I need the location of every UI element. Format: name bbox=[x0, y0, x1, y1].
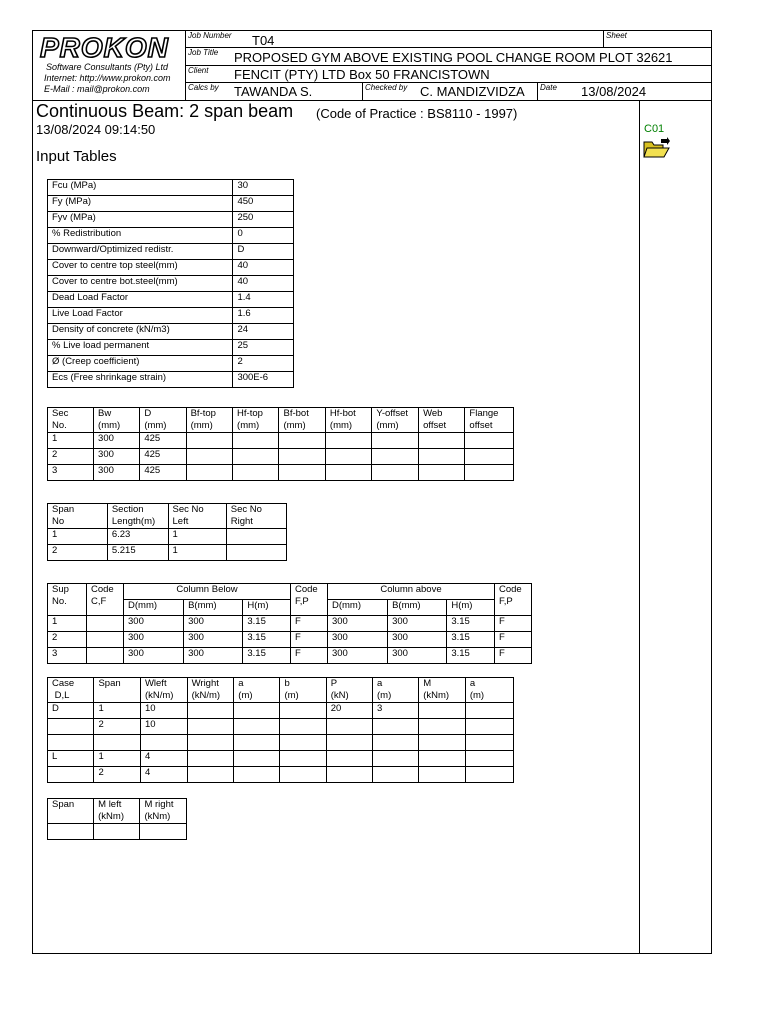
section-cell bbox=[325, 433, 371, 449]
section-header-cell: Y-offset (mm) bbox=[372, 408, 419, 433]
section-cell: 425 bbox=[140, 449, 186, 465]
support-cell: 3.15 bbox=[243, 632, 291, 648]
load-cell bbox=[465, 719, 513, 735]
section-cell: 300 bbox=[94, 449, 140, 465]
parameter-row bbox=[48, 340, 294, 356]
parameter-cell: 0 bbox=[233, 228, 294, 244]
load-cell bbox=[419, 703, 466, 719]
support-cell: 2 bbox=[48, 632, 87, 648]
parameter-cell: Fyv (MPa) bbox=[48, 212, 233, 228]
parameter-cell: % Live load permanent bbox=[48, 340, 233, 356]
job-title-label: Job Title bbox=[188, 48, 219, 57]
load-cell bbox=[326, 719, 372, 735]
load-cell bbox=[234, 703, 280, 719]
support-cell: 3.15 bbox=[447, 616, 495, 632]
section-header-row bbox=[48, 408, 514, 433]
support-cell: 300 bbox=[388, 648, 447, 664]
load-cell bbox=[465, 735, 513, 751]
moment-cell bbox=[94, 824, 140, 840]
parameter-cell: Fcu (MPa) bbox=[48, 180, 233, 196]
section-cell: 1 bbox=[48, 433, 94, 449]
load-cell bbox=[419, 735, 466, 751]
load-header-cell: M (kNm) bbox=[419, 678, 466, 703]
section-cell bbox=[233, 449, 279, 465]
load-header-cell: Span bbox=[94, 678, 140, 703]
parameter-cell: % Redistribution bbox=[48, 228, 233, 244]
support-cell: 300 bbox=[388, 632, 447, 648]
checked-by: C. MANDIZVIDZA bbox=[420, 84, 525, 99]
support-cell: 3.15 bbox=[243, 648, 291, 664]
moment-header-row bbox=[48, 799, 187, 824]
span-cell: 1 bbox=[48, 529, 108, 545]
support-cell bbox=[87, 648, 124, 664]
load-cell bbox=[419, 719, 466, 735]
support-cell: F bbox=[495, 632, 532, 648]
parameter-row bbox=[48, 260, 294, 276]
section-cell bbox=[279, 465, 325, 481]
load-cell bbox=[419, 767, 466, 783]
parameter-row bbox=[48, 324, 294, 340]
span-cell: 1 bbox=[168, 529, 226, 545]
support-cell: 300 bbox=[327, 648, 387, 664]
support-cell: F bbox=[290, 616, 327, 632]
span-cell: 2 bbox=[48, 545, 108, 561]
calcs-by: TAWANDA S. bbox=[234, 84, 313, 99]
section-cell bbox=[419, 433, 465, 449]
section-cell: 425 bbox=[140, 465, 186, 481]
section-cell bbox=[279, 449, 325, 465]
section-header-cell: Bw (mm) bbox=[94, 408, 140, 433]
load-cell bbox=[140, 735, 187, 751]
section-header-cell: Flange offset bbox=[465, 408, 514, 433]
span-row bbox=[48, 529, 287, 545]
parameter-row bbox=[48, 212, 294, 228]
moment-row bbox=[48, 824, 187, 840]
span-header-cell: Sec No Right bbox=[226, 504, 286, 529]
parameter-cell: Fy (MPa) bbox=[48, 196, 233, 212]
section-cell bbox=[186, 465, 232, 481]
span-header-cell: Sec No Left bbox=[168, 504, 226, 529]
span-cell: 5.215 bbox=[107, 545, 168, 561]
section-heading: Input Tables bbox=[36, 148, 117, 165]
moment-cell bbox=[140, 824, 187, 840]
load-cell bbox=[187, 751, 234, 767]
support-header-cell: Column Below bbox=[124, 584, 291, 600]
load-cell bbox=[280, 767, 326, 783]
parameter-row bbox=[48, 228, 294, 244]
section-cell: 2 bbox=[48, 449, 94, 465]
section-cell bbox=[419, 449, 465, 465]
load-cell bbox=[94, 735, 140, 751]
support-header-cell: Sup No. bbox=[48, 584, 87, 616]
load-row bbox=[48, 767, 514, 783]
parameter-cell: 250 bbox=[233, 212, 294, 228]
parameter-cell: 25 bbox=[233, 340, 294, 356]
support-subheader-cell: B(mm) bbox=[388, 600, 447, 616]
client-label: Client bbox=[188, 66, 209, 75]
client: FENCIT (PTY) LTD Box 50 FRANCISTOWN bbox=[234, 67, 490, 82]
section-header-cell: Hf-top (mm) bbox=[233, 408, 279, 433]
company-name: Software Consultants (Pty) Ltd bbox=[46, 62, 169, 72]
section-cell bbox=[233, 465, 279, 481]
section-cell bbox=[233, 433, 279, 449]
support-subheader-cell: D(mm) bbox=[124, 600, 184, 616]
moment-cell bbox=[48, 824, 94, 840]
support-cell: F bbox=[290, 632, 327, 648]
load-header-cell: a (m) bbox=[373, 678, 419, 703]
support-header-cell: Code C,F bbox=[87, 584, 124, 616]
section-cell bbox=[325, 449, 371, 465]
header-date: 13/08/2024 bbox=[581, 84, 647, 99]
section-cell bbox=[372, 433, 419, 449]
section-row bbox=[48, 449, 514, 465]
sections-table bbox=[47, 407, 514, 481]
support-cell: 300 bbox=[184, 632, 243, 648]
parameter-row bbox=[48, 196, 294, 212]
load-header-row bbox=[48, 678, 514, 703]
section-cell: 425 bbox=[140, 433, 186, 449]
support-cell: 1 bbox=[48, 616, 87, 632]
load-cell bbox=[280, 751, 326, 767]
sheet-label: Sheet bbox=[606, 31, 627, 40]
parameter-cell: Cover to centre top steel(mm) bbox=[48, 260, 233, 276]
load-cell bbox=[373, 735, 419, 751]
section-cell bbox=[325, 465, 371, 481]
support-subheader-cell: D(mm) bbox=[327, 600, 387, 616]
support-header-cell: Code F,P bbox=[495, 584, 532, 616]
parameter-cell: Ø (Creep coefficient) bbox=[48, 356, 233, 372]
load-cell bbox=[373, 719, 419, 735]
parameter-cell: 24 bbox=[233, 324, 294, 340]
section-row bbox=[48, 433, 514, 449]
load-cell bbox=[373, 767, 419, 783]
checked-by-label: Checked by bbox=[365, 83, 408, 92]
load-cell: 10 bbox=[140, 703, 187, 719]
parameter-cell: 2 bbox=[233, 356, 294, 372]
parameter-row bbox=[48, 308, 294, 324]
span-cell: 1 bbox=[168, 545, 226, 561]
parameter-cell: 450 bbox=[233, 196, 294, 212]
section-row bbox=[48, 465, 514, 481]
support-subheader-cell: H(m) bbox=[243, 600, 291, 616]
section-header-cell: Bf-bot (mm) bbox=[279, 408, 325, 433]
section-cell bbox=[419, 465, 465, 481]
support-cell: 3.15 bbox=[243, 616, 291, 632]
support-cell bbox=[87, 632, 124, 648]
load-cell bbox=[326, 751, 372, 767]
load-cell bbox=[234, 751, 280, 767]
load-cell: 2 bbox=[94, 719, 140, 735]
span-header-cell: Section Length(m) bbox=[107, 504, 168, 529]
load-cell bbox=[187, 703, 234, 719]
load-cell bbox=[187, 767, 234, 783]
load-cell: 1 bbox=[94, 703, 140, 719]
job-title: PROPOSED GYM ABOVE EXISTING POOL CHANGE ROOM PLOT 32621 bbox=[234, 50, 673, 65]
load-header-cell: a (m) bbox=[234, 678, 280, 703]
timestamp: 13/08/2024 09:14:50 bbox=[36, 122, 156, 137]
load-cell: 3 bbox=[373, 703, 419, 719]
load-cell bbox=[326, 767, 372, 783]
span-cell: 6.23 bbox=[107, 529, 168, 545]
parameter-row bbox=[48, 276, 294, 292]
loads-table bbox=[47, 677, 514, 783]
moment-header-cell: Span bbox=[48, 799, 94, 824]
load-header-cell: Case D,L bbox=[48, 678, 94, 703]
parameter-cell: Cover to centre bot.steel(mm) bbox=[48, 276, 233, 292]
parameter-row bbox=[48, 180, 294, 196]
load-cell bbox=[48, 719, 94, 735]
parameter-cell: 40 bbox=[233, 260, 294, 276]
load-cell bbox=[48, 735, 94, 751]
support-cell: F bbox=[495, 616, 532, 632]
support-row bbox=[48, 616, 532, 632]
section-header-cell: Web offset bbox=[419, 408, 465, 433]
support-cell: 300 bbox=[124, 632, 184, 648]
load-row bbox=[48, 735, 514, 751]
moment-header-cell: M right (kNm) bbox=[140, 799, 187, 824]
section-cell bbox=[465, 433, 514, 449]
right-margin-column bbox=[639, 100, 640, 954]
support-cell: 3.15 bbox=[447, 648, 495, 664]
support-subheader-cell: H(m) bbox=[447, 600, 495, 616]
load-header-cell: Wleft (kN/m) bbox=[140, 678, 187, 703]
load-cell bbox=[234, 735, 280, 751]
load-cell bbox=[280, 703, 326, 719]
section-cell bbox=[465, 449, 514, 465]
svg-text:PROKON: PROKON bbox=[40, 33, 169, 61]
code-of-practice: (Code of Practice : BS8110 - 1997) bbox=[316, 106, 518, 121]
side-reference: C01 bbox=[644, 123, 665, 135]
support-cell: 300 bbox=[184, 648, 243, 664]
material-parameters-table bbox=[47, 179, 294, 388]
parameter-cell: 1.4 bbox=[233, 292, 294, 308]
load-cell: L bbox=[48, 751, 94, 767]
section-cell: 300 bbox=[94, 433, 140, 449]
load-cell bbox=[234, 719, 280, 735]
moment-header-cell: M left (kNm) bbox=[94, 799, 140, 824]
support-row bbox=[48, 648, 532, 664]
support-cell: F bbox=[290, 648, 327, 664]
load-header-cell: a (m) bbox=[465, 678, 513, 703]
company-email: E-Mail : mail@prokon.com bbox=[44, 84, 150, 94]
job-number-label: Job Number bbox=[188, 31, 232, 40]
span-header-cell: Span No bbox=[48, 504, 108, 529]
section-cell bbox=[372, 449, 419, 465]
span-row bbox=[48, 545, 287, 561]
support-header-cell: Code F,P bbox=[290, 584, 327, 616]
load-cell: 20 bbox=[326, 703, 372, 719]
parameter-cell: Density of concrete (kN/m3) bbox=[48, 324, 233, 340]
section-header-cell: D (mm) bbox=[140, 408, 186, 433]
prokon-logo bbox=[38, 33, 184, 61]
load-cell bbox=[465, 767, 513, 783]
load-row bbox=[48, 703, 514, 719]
spans-table bbox=[47, 503, 287, 561]
span-header-row bbox=[48, 504, 287, 529]
parameter-cell: Ecs (Free shrinkage strain) bbox=[48, 372, 233, 388]
section-cell: 3 bbox=[48, 465, 94, 481]
section-cell bbox=[465, 465, 514, 481]
load-row bbox=[48, 751, 514, 767]
supports-table bbox=[47, 583, 532, 664]
load-header-cell: b (m) bbox=[280, 678, 326, 703]
span-cell bbox=[226, 545, 286, 561]
support-cell: 3.15 bbox=[447, 632, 495, 648]
load-header-cell: P (kN) bbox=[326, 678, 372, 703]
load-cell: 4 bbox=[140, 767, 187, 783]
support-cell: 300 bbox=[124, 648, 184, 664]
load-cell bbox=[373, 751, 419, 767]
section-header-cell: Sec No. bbox=[48, 408, 94, 433]
span-cell bbox=[226, 529, 286, 545]
date-label: Date bbox=[540, 83, 557, 92]
load-row bbox=[48, 719, 514, 735]
parameter-row bbox=[48, 356, 294, 372]
section-header-cell: Bf-top (mm) bbox=[186, 408, 232, 433]
parameter-row bbox=[48, 372, 294, 388]
parameter-cell: Dead Load Factor bbox=[48, 292, 233, 308]
parameter-row bbox=[48, 244, 294, 260]
load-cell bbox=[48, 767, 94, 783]
load-cell bbox=[187, 719, 234, 735]
parameter-cell: Live Load Factor bbox=[48, 308, 233, 324]
load-cell bbox=[326, 735, 372, 751]
parameter-cell: D bbox=[233, 244, 294, 260]
support-cell: 300 bbox=[327, 616, 387, 632]
calcs-by-label: Calcs by bbox=[188, 83, 219, 92]
load-cell: 1 bbox=[94, 751, 140, 767]
company-internet: Internet: http://www.prokon.com bbox=[44, 73, 171, 83]
support-cell: 300 bbox=[124, 616, 184, 632]
page-title: Continuous Beam: 2 span beam bbox=[36, 101, 294, 121]
section-cell bbox=[186, 449, 232, 465]
support-row bbox=[48, 632, 532, 648]
load-cell bbox=[234, 767, 280, 783]
load-cell bbox=[465, 703, 513, 719]
support-header-row bbox=[48, 584, 532, 600]
parameter-cell: 30 bbox=[233, 180, 294, 196]
load-cell: 10 bbox=[140, 719, 187, 735]
load-cell bbox=[187, 735, 234, 751]
parameter-row bbox=[48, 292, 294, 308]
load-cell bbox=[280, 719, 326, 735]
support-subheader-cell: B(mm) bbox=[184, 600, 243, 616]
support-cell: 3 bbox=[48, 648, 87, 664]
load-cell: 4 bbox=[140, 751, 187, 767]
section-header-cell: Hf-bot (mm) bbox=[325, 408, 371, 433]
load-cell bbox=[280, 735, 326, 751]
support-cell: 300 bbox=[327, 632, 387, 648]
parameter-cell: 40 bbox=[233, 276, 294, 292]
section-cell bbox=[186, 433, 232, 449]
load-cell bbox=[419, 751, 466, 767]
section-cell bbox=[372, 465, 419, 481]
support-header-cell: Column above bbox=[327, 584, 494, 600]
parameter-cell: 1.6 bbox=[233, 308, 294, 324]
section-cell: 300 bbox=[94, 465, 140, 481]
open-folder-icon[interactable] bbox=[643, 137, 671, 159]
moments-table bbox=[47, 798, 187, 840]
load-cell: 2 bbox=[94, 767, 140, 783]
support-cell bbox=[87, 616, 124, 632]
job-number: T04 bbox=[252, 33, 275, 48]
load-cell: D bbox=[48, 703, 94, 719]
parameter-cell: 300E-6 bbox=[233, 372, 294, 388]
load-cell bbox=[465, 751, 513, 767]
load-header-cell: Wright (kN/m) bbox=[187, 678, 234, 703]
support-cell: F bbox=[495, 648, 532, 664]
parameter-cell: Downward/Optimized redistr. bbox=[48, 244, 233, 260]
section-cell bbox=[279, 433, 325, 449]
support-cell: 300 bbox=[388, 616, 447, 632]
support-cell: 300 bbox=[184, 616, 243, 632]
